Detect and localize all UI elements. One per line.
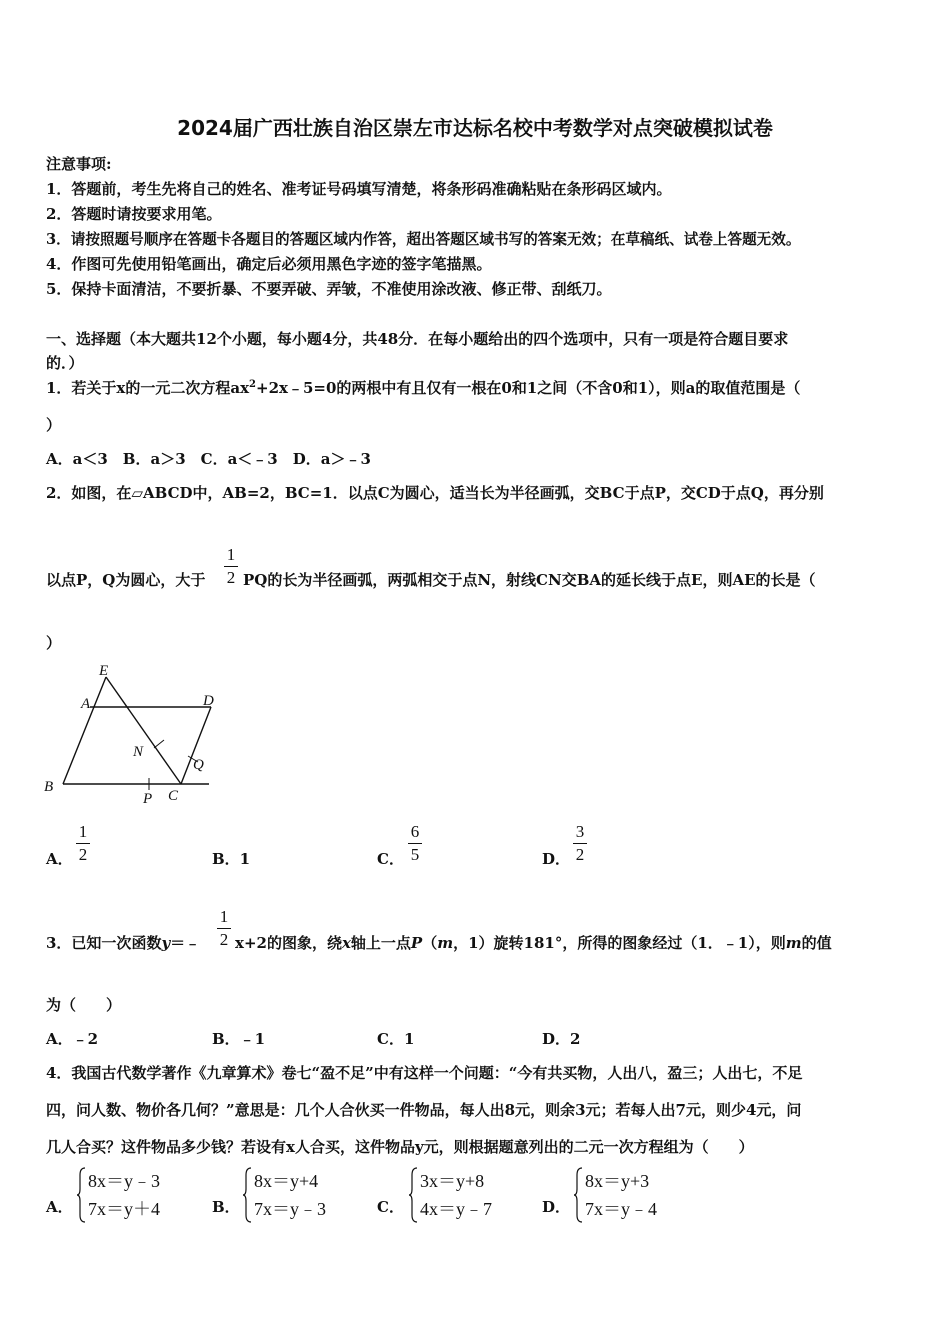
q4-option-d-label: D．	[542, 1198, 571, 1216]
q2-option-c-label: C．	[377, 850, 404, 868]
ray-CE	[106, 677, 181, 784]
question-4-line-2: 四，问人数、物价各几何？”意思是：几个人合伙买一件物品，每人出8元，则余3元；若每人出7元，则少4元，问	[46, 1101, 802, 1119]
q4-option-a-label: A．	[46, 1198, 73, 1216]
q4-option-c-label: C．	[377, 1198, 404, 1216]
q3-var-m: m	[437, 934, 454, 952]
parallelogram-figure	[40, 660, 230, 810]
q3-text-d: （	[422, 934, 438, 952]
question-2: 2．如图，在▱ABCD中，AB=2，BC=1．以点C为圆心，适当长为半径画弧，交BC于点P，交CD于点Q，再分别	[46, 484, 824, 502]
q3-option-b: B．﹣1	[212, 1030, 266, 1048]
fraction-denominator: 2	[226, 568, 236, 587]
section-heading-cont: 的．）	[46, 354, 84, 372]
notice-item: 2．答题时请按要求用笔。	[46, 205, 222, 223]
fraction-denominator: 2	[575, 845, 585, 864]
q3-option-d: D．2	[542, 1030, 581, 1048]
q2-option-d-fraction	[573, 822, 587, 865]
q4-option-a-system	[76, 1167, 160, 1223]
q3-text-c: 轴上一点	[350, 934, 411, 952]
equation-2: 7x＝y﹣3	[254, 1199, 326, 1219]
equation-1: 8x＝y+3	[585, 1171, 650, 1191]
q3-text-eq: ＝﹣	[170, 934, 201, 952]
equation-1: 3x＝y+8	[420, 1171, 485, 1191]
q4-option-d-system	[573, 1167, 657, 1223]
q3-option-a: A．﹣2	[46, 1030, 99, 1048]
q2-close-paren: ）	[46, 634, 62, 652]
label-N: N	[133, 744, 144, 760]
equation-2: 7x＝y﹣4	[585, 1199, 657, 1219]
brace-icon	[573, 1167, 583, 1223]
brace-icon	[408, 1167, 418, 1223]
arc-mark-N	[154, 740, 164, 748]
q1-exponent: 2	[249, 379, 257, 390]
equation-2: 7x＝y＋4	[88, 1199, 160, 1219]
q3-var-y: y	[161, 934, 171, 952]
q3-text-b: x+2的图象，绕	[235, 934, 342, 952]
label-B: B	[44, 779, 54, 795]
q2-option-c-fraction	[408, 822, 422, 865]
fraction-denominator: 2	[78, 845, 88, 864]
q3-fraction-half	[217, 907, 231, 950]
q2-text-b: PQ的长为半径画弧，两弧相交于点N，射线CN交BA的延长线于点E，则AE的长是（	[243, 571, 816, 589]
notice-item: 4．作图可先使用铅笔画出，确定后必须用黑色字迹的签字笔描黑。	[46, 255, 492, 273]
q4-option-b-system	[242, 1167, 326, 1223]
section-heading: 一、选择题（本大题共12个小题，每小题4分，共48分．在每小题给出的四个选项中，只有一项是符合题目要求	[46, 330, 789, 348]
fraction-numerator: 1	[78, 822, 88, 841]
q2-text-a: 以点P，Q为圆心，大于	[46, 571, 206, 589]
q1-options: A．a＜3 B．a＞3 C．a＜﹣3 D．a＞﹣3	[46, 450, 371, 468]
segment-BE	[63, 677, 106, 784]
label-C: C	[168, 788, 179, 804]
q1-text-b: +2x﹣5=0的两根中有且仅有一根在0和1之间（不含0和1），则a的取值范围是（	[256, 379, 801, 397]
fraction-numerator: 1	[219, 907, 229, 926]
question-4-line-3: 几人合买？这件物品多少钱？若设有x人合买，这件物品y元，则根据题意列出的二元一次方程组为（ ）	[46, 1138, 754, 1156]
q3-text-a: 3．已知一次函数	[46, 934, 162, 952]
q2-option-a-label: A．	[46, 850, 73, 868]
question-1	[46, 377, 800, 398]
q2-option-b: B．1	[212, 850, 251, 868]
q3-var-p: P	[410, 934, 423, 952]
q1-text-a: 1．若关于x的一元二次方程ax	[46, 379, 250, 397]
fraction-numerator: 1	[226, 545, 236, 564]
q3-text-e: ，1）旋转181°，所得的图象经过（1．﹣1），则	[453, 934, 786, 952]
equation-2: 4x＝y﹣7	[420, 1199, 492, 1219]
fraction-denominator: 5	[410, 845, 420, 864]
q3-line-2: 为（ ）	[46, 996, 122, 1014]
brace-icon	[76, 1167, 86, 1223]
q3-text-f: 的值	[801, 934, 832, 952]
q1-close-paren: ）	[46, 416, 62, 434]
notice-item: 3．请按照题号顺序在答题卡各题目的答题区域内作答，超出答题区域书写的答案无效；在草稿纸、试卷上答题无效。	[46, 231, 801, 248]
label-D: D	[203, 693, 214, 709]
q3-var-m: m	[785, 934, 802, 952]
q2-option-d-label: D．	[542, 850, 571, 868]
page-title: 2024届广西壮族自治区崇左市达标名校中考数学对点突破模拟试卷	[177, 116, 773, 140]
brace-icon	[242, 1167, 252, 1223]
q4-option-b-label: B．	[212, 1198, 240, 1216]
question-3-part-b	[235, 932, 832, 953]
q2-option-a-fraction	[76, 822, 90, 865]
label-E: E	[99, 663, 109, 679]
q2-fraction-half	[224, 545, 238, 588]
fraction-numerator: 3	[575, 822, 585, 841]
label-P: P	[143, 791, 153, 807]
q3-var-x: x	[341, 934, 351, 952]
label-Q: Q	[193, 757, 204, 773]
notice-item: 5．保持卡面清洁，不要折暴、不要弄破、弄皱，不准使用涂改液、修正带、刮纸刀。	[46, 280, 612, 298]
fraction-denominator: 2	[219, 930, 229, 949]
equation-1: 8x＝y+4	[254, 1171, 319, 1191]
q4-option-c-system	[408, 1167, 492, 1223]
equation-1: 8x＝y﹣3	[88, 1171, 160, 1191]
notice-heading: 注意事项:	[46, 155, 112, 173]
label-A: A	[81, 696, 91, 712]
notice-item: 1．答题前，考生先将自己的姓名、准考证号码填写清楚，将条形码准确粘贴在条形码区域内。	[46, 180, 672, 198]
q3-option-c: C．1	[377, 1030, 415, 1048]
question-3-part-a	[46, 932, 200, 953]
question-4: 4．我国古代数学著作《九章算术》卷七“盈不足”中有这样一个问题：“今有共买物，人出八，盈三；人出七，不足	[46, 1064, 803, 1082]
fraction-numerator: 6	[410, 822, 420, 841]
